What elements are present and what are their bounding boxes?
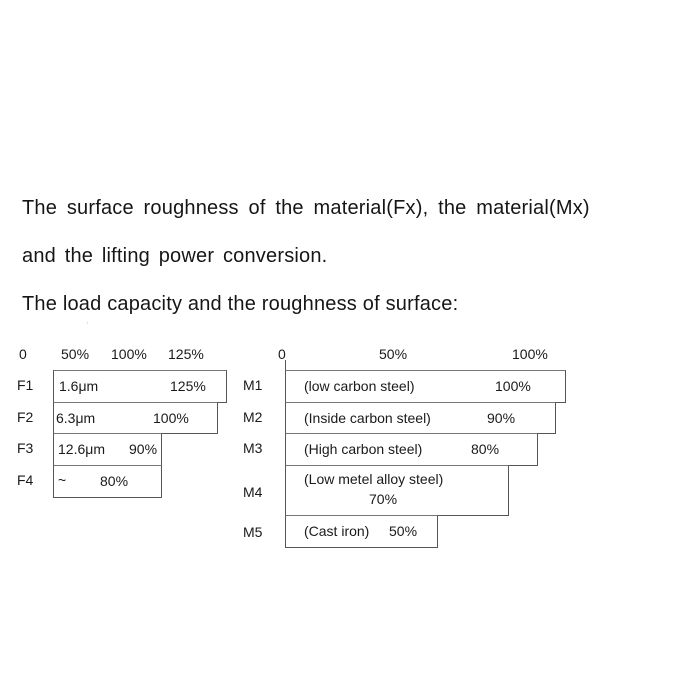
bar-f3-value: 90% xyxy=(129,441,158,457)
bar-f4-roughness: ~ xyxy=(58,472,67,488)
row-label-f1: F1 xyxy=(17,377,34,393)
bar-m2-material: (Inside carbon steel) xyxy=(304,410,431,426)
bar-f4-value: 80% xyxy=(100,473,129,489)
bar-m5-material: (Cast iron) xyxy=(304,523,370,539)
bar-f3-roughness: 12.6μm xyxy=(58,441,105,457)
axis-tick-0: 0 xyxy=(278,346,286,362)
bar-f4 xyxy=(53,465,162,498)
bar-f1-roughness: 1.6μm xyxy=(59,378,99,394)
bar-f1 xyxy=(53,370,227,403)
bar-m2 xyxy=(285,402,556,434)
bar-m3-material: (High carbon steel) xyxy=(304,441,423,457)
bar-m5-value: 50% xyxy=(389,523,418,539)
bar-m5 xyxy=(285,515,438,548)
scan-artifact: ˈ xyxy=(86,321,89,330)
row-label-m3: M3 xyxy=(243,440,263,456)
bar-f2 xyxy=(53,402,218,434)
bar-f1-value: 125% xyxy=(170,378,206,394)
row-label-f4: F4 xyxy=(17,472,34,488)
row-label-m5: M5 xyxy=(243,524,263,540)
bar-m3 xyxy=(285,433,538,466)
bar-f3 xyxy=(53,433,162,466)
row-label-f3: F3 xyxy=(17,440,34,456)
bar-m3-value: 80% xyxy=(471,441,500,457)
row-label-m2: M2 xyxy=(243,409,263,425)
bar-m4-value: 70% xyxy=(369,491,398,507)
axis-tick-50: 50% xyxy=(379,346,408,362)
row-label-f2: F2 xyxy=(17,409,34,425)
axis-tick-100: 100% xyxy=(512,346,548,362)
section-heading: The load capacity and the roughness of surface: xyxy=(22,293,459,315)
bar-m1-material: (low carbon steel) xyxy=(304,378,415,394)
bar-m1 xyxy=(285,370,566,403)
row-label-m1: M1 xyxy=(243,377,263,393)
intro-line-1: The surface roughness of the material(Fx), the material(Mx) xyxy=(22,197,590,219)
bar-f2-roughness: 6.3μm xyxy=(56,410,96,426)
row-label-m4: M4 xyxy=(243,484,263,500)
bar-m1-value: 100% xyxy=(495,378,531,394)
axis-tick-50: 50% xyxy=(61,346,90,362)
axis-tick-125: 125% xyxy=(168,346,204,362)
bar-f2-value: 100% xyxy=(153,410,189,426)
bar-m4 xyxy=(285,465,509,516)
bar-m2-value: 90% xyxy=(487,410,516,426)
intro-line-2: and the lifting power conversion. xyxy=(22,245,328,267)
axis-tick-0: 0 xyxy=(19,346,27,362)
axis-tick-100: 100% xyxy=(111,346,147,362)
bar-m4-material: (Low metel alloy steel) xyxy=(304,471,444,487)
